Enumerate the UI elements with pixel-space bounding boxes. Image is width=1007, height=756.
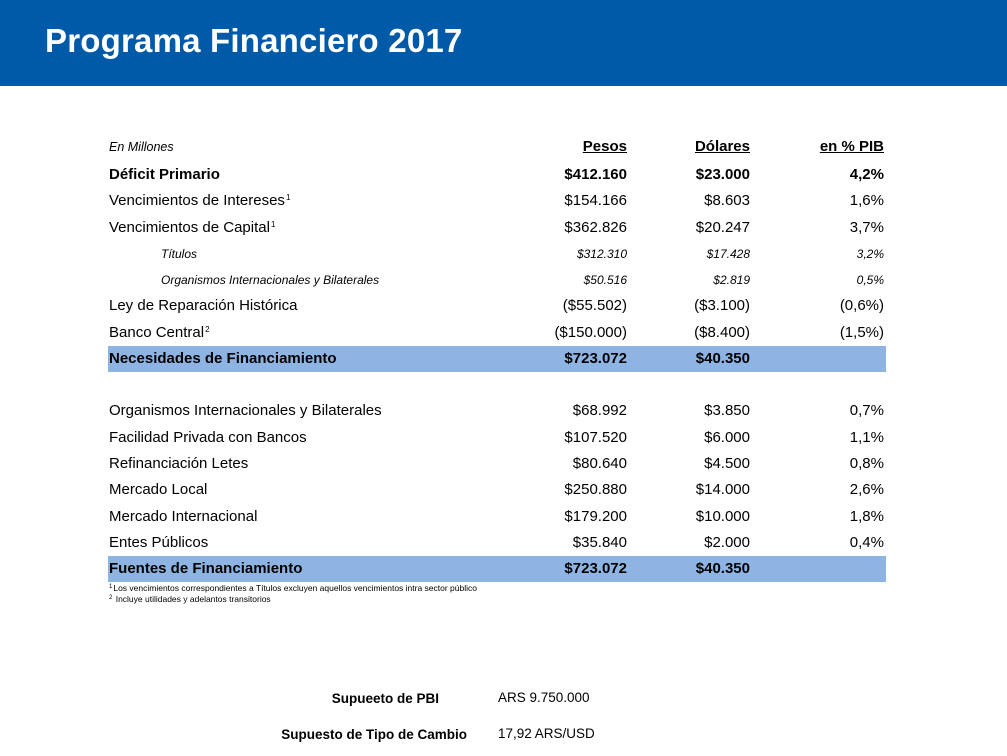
row-label: Necesidades de Financiamiento bbox=[109, 350, 337, 368]
row-label: Ley de Reparación Histórica bbox=[109, 297, 298, 315]
value-dolares: $20.247 bbox=[695, 218, 750, 236]
value-pesos: $107.520 bbox=[564, 428, 627, 446]
value-pib: 3,7% bbox=[849, 218, 884, 236]
row-label: Mercado Local bbox=[109, 481, 208, 499]
value-pib: 2,6% bbox=[849, 481, 884, 499]
row-label: Organismos Internacionales y Bilaterales bbox=[109, 402, 382, 420]
table-row bbox=[108, 267, 886, 293]
footnote-mark: 1 bbox=[109, 584, 113, 590]
value-dolares: $8.603 bbox=[704, 192, 750, 210]
value-dolares: $23.000 bbox=[695, 166, 750, 183]
table-row bbox=[108, 398, 886, 424]
value-pesos: $50.516 bbox=[583, 273, 627, 288]
footnote: $^2$ Incluye utilidades y adelantos transitorios bbox=[109, 594, 271, 604]
row-label: Banco Central$^2$ bbox=[109, 323, 210, 341]
table-row bbox=[108, 241, 886, 267]
row-label: Mercado Internacional bbox=[109, 507, 258, 525]
table-row bbox=[108, 530, 886, 556]
row-label: Vencimientos de Intereses$^1$ bbox=[109, 192, 291, 210]
value-pib: 4,2% bbox=[849, 166, 884, 183]
value-dolares: $6.000 bbox=[704, 428, 750, 446]
footnote-mark: 1 bbox=[285, 193, 291, 203]
table-row bbox=[108, 188, 886, 214]
value-pib: 3,2% bbox=[856, 246, 884, 261]
row-label: Organismos Internacionales y Bilaterales bbox=[161, 273, 380, 288]
pbi-assumption-label: Supueeto de PBI bbox=[331, 691, 439, 706]
footnote-mark: 2 bbox=[205, 324, 210, 334]
fx-assumption-label: Supuesto de Tipo de Cambio bbox=[281, 727, 467, 742]
value-pib: 0,7% bbox=[849, 402, 884, 420]
financing-table bbox=[108, 132, 886, 582]
value-pesos: $68.992 bbox=[572, 402, 627, 420]
row-label: Refinanciación Letes bbox=[109, 454, 249, 472]
total-row-fuentes bbox=[108, 556, 886, 582]
value-pib: 1,1% bbox=[849, 428, 884, 446]
spacer-row bbox=[108, 372, 886, 398]
table-row bbox=[108, 451, 886, 477]
table-header-row bbox=[108, 132, 886, 162]
value-pib: (0,6%) bbox=[839, 297, 884, 315]
row-label: Déficit Primario bbox=[109, 166, 220, 183]
value-pesos: $35.840 bbox=[572, 533, 627, 551]
fx-assumption-value: 17,92 ARS/USD bbox=[498, 726, 595, 741]
value-pesos: ($150.000) bbox=[554, 323, 627, 341]
table-row bbox=[108, 477, 886, 503]
value-dolares: ($8.400) bbox=[694, 323, 750, 341]
value-dolares: $14.000 bbox=[695, 481, 750, 499]
value-pib: 1,6% bbox=[849, 192, 884, 210]
table-row bbox=[108, 293, 886, 319]
table-row bbox=[108, 504, 886, 530]
value-dolares: ($3.100) bbox=[694, 297, 750, 315]
footnote-mark: 2 bbox=[109, 595, 113, 601]
value-pesos: $412.160 bbox=[564, 166, 627, 183]
value-pesos: $154.166 bbox=[564, 192, 627, 210]
column-header-pib: en % PIB bbox=[819, 138, 884, 155]
value-pesos: $362.826 bbox=[564, 218, 627, 236]
row-label: Fuentes de Financiamiento bbox=[109, 560, 303, 578]
value-pib: 1,8% bbox=[849, 507, 884, 525]
value-dolares: $2.819 bbox=[713, 273, 750, 288]
row-label: Vencimientos de Capital$^1$ bbox=[109, 218, 276, 236]
page-title: Programa Financiero 2017 bbox=[45, 22, 463, 59]
value-pesos: $80.640 bbox=[572, 454, 627, 472]
value-pesos: $179.200 bbox=[564, 507, 627, 525]
value-pesos: ($55.502) bbox=[562, 297, 627, 315]
column-header-pesos: Pesos bbox=[582, 138, 627, 155]
pbi-assumption-value: ARS 9.750.000 bbox=[498, 690, 590, 705]
footnote-mark: 1 bbox=[270, 219, 276, 229]
table-row bbox=[108, 162, 886, 188]
value-dolares: $4.500 bbox=[704, 454, 750, 472]
value-dolares: $40.350 bbox=[695, 560, 750, 578]
total-row-necesidades bbox=[108, 346, 886, 372]
value-dolares: $40.350 bbox=[695, 350, 750, 368]
footnote: $^1$Los vencimientos correspondientes a Títulos excluyen aquellos vencimientos intra sector público bbox=[109, 583, 477, 593]
value-dolares: $17.428 bbox=[706, 246, 750, 261]
row-label: Títulos bbox=[161, 246, 198, 261]
row-label: Entes Públicos bbox=[109, 533, 209, 551]
table-row bbox=[108, 215, 886, 241]
value-pesos: $312.310 bbox=[576, 246, 627, 261]
table-row bbox=[108, 320, 886, 346]
value-pesos: $723.072 bbox=[564, 560, 627, 578]
value-pib: 0,8% bbox=[849, 454, 884, 472]
value-dolares: $3.850 bbox=[704, 402, 750, 420]
value-dolares: $2.000 bbox=[704, 533, 750, 551]
value-dolares: $10.000 bbox=[695, 507, 750, 525]
table-row bbox=[108, 425, 886, 451]
title-banner bbox=[0, 0, 1007, 86]
unit-label: En Millones bbox=[109, 140, 174, 154]
footnotes bbox=[109, 583, 477, 605]
value-pib: 0,4% bbox=[849, 533, 884, 551]
column-header-dolares: Dólares bbox=[694, 138, 750, 155]
value-pesos: $723.072 bbox=[564, 350, 627, 368]
value-pib: (1,5%) bbox=[839, 323, 884, 341]
value-pesos: $250.880 bbox=[564, 481, 627, 499]
row-label: Facilidad Privada con Bancos bbox=[109, 428, 307, 446]
value-pib: 0,5% bbox=[856, 273, 884, 288]
